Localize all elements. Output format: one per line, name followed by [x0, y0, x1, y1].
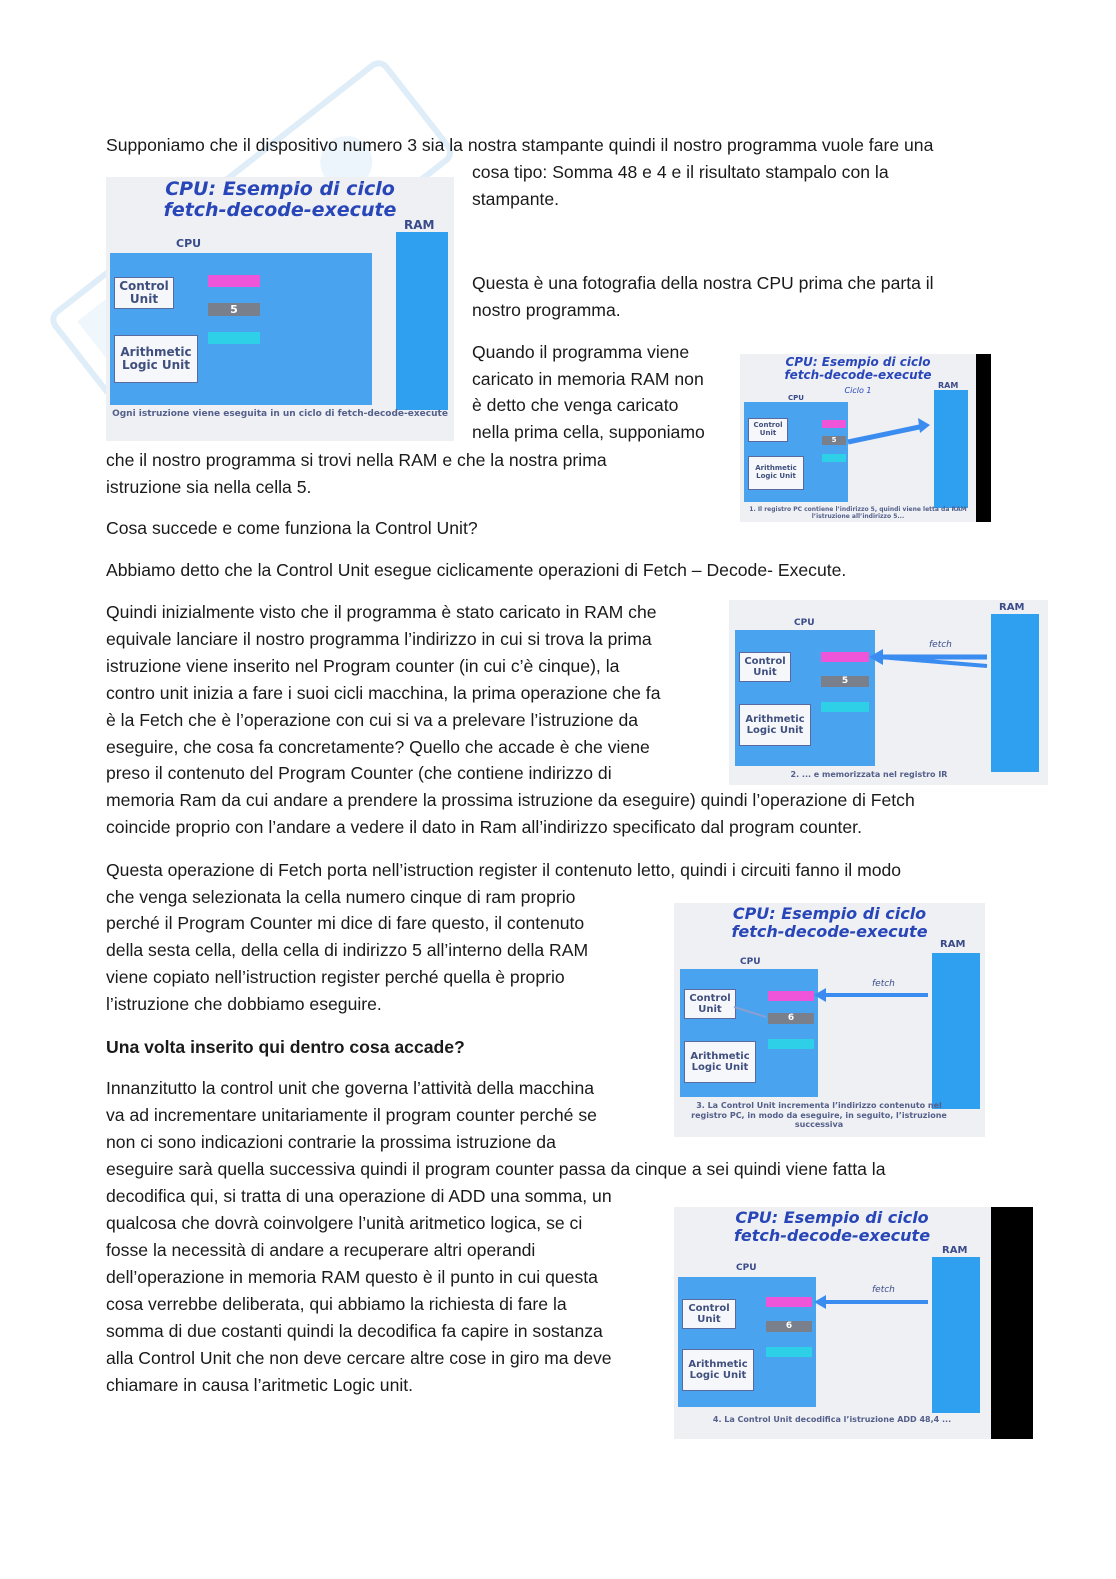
- paragraph-line: equivale lanciare il nostro programma l’indirizzo in cui si trova la prima: [106, 629, 652, 649]
- paragraph-line: cosa tipo: Somma 48 e 4 e il risultato stampalo con la: [472, 162, 889, 182]
- alu-box: Arithmetic Logic Unit: [748, 456, 804, 490]
- ram-label: RAM: [999, 602, 1025, 613]
- cpu-label: CPU: [736, 1263, 757, 1273]
- control-unit-box: Control Unit: [684, 989, 736, 1019]
- ram-label: RAM: [404, 218, 435, 232]
- alu-box: Arithmetic Logic Unit: [739, 704, 811, 746]
- program-counter: 6: [766, 1321, 812, 1332]
- paragraph-line: Quindi inizialmente visto che il programma è stato caricato in RAM che: [106, 602, 657, 622]
- paragraph-line: è la Fetch che è l’operazione con cui si va a prelevare l’istruzione da: [106, 710, 639, 730]
- slide-title: CPU: Esempio di ciclo fetch-decode-execute: [733, 1208, 931, 1245]
- paragraph-line: alla Control Unit che non deve cercare altre cose in giro ma deve: [106, 1348, 612, 1368]
- paragraph-line: somma di due costanti quindi la decodifica fa capire in sostanza: [106, 1321, 603, 1341]
- slide-caption: 1. Il registro PC contiene l’indirizzo 5, quindi viene letta da RAM l’istruzione all’indirizzo 5...: [749, 506, 967, 521]
- control-unit-box: Control Unit: [682, 1299, 736, 1329]
- alu-box: Arithmetic Logic Unit: [682, 1349, 754, 1391]
- fetch-arrow-icon: [674, 1207, 1033, 1439]
- paragraph-line: Quando il programma viene: [472, 342, 690, 362]
- paragraph-line: stampante.: [472, 189, 560, 209]
- program-counter: 5: [821, 676, 869, 687]
- paragraph-line: Questa operazione di Fetch porta nell’istruction register il contenuto letto, quindi i circuiti fanno il modo: [106, 860, 902, 880]
- fetch-label: fetch: [872, 979, 895, 989]
- slide-figure-1: [106, 177, 454, 441]
- paragraph-line: dell’operazione in memoria RAM questo è il punto in cui questa: [106, 1267, 598, 1287]
- cpu-label: CPU: [794, 618, 815, 628]
- control-unit-box: Control Unit: [114, 277, 174, 309]
- paragraph-line: contro unit inizia a fare i suoi cicli macchina, la prima operazione che fa: [106, 683, 661, 703]
- paragraph-line: Supponiamo che il dispositivo numero 3 sia la nostra stampante quindi il nostro programma vuole fare una: [106, 135, 934, 155]
- accumulator: [208, 332, 260, 344]
- paragraph-line: è detto che venga caricato: [472, 395, 679, 415]
- paragraph-line: decodifica qui, si tratta di una operazione di ADD una somma, un: [106, 1186, 612, 1206]
- program-counter: 6: [768, 1013, 814, 1024]
- alu-box: Arithmetic Logic Unit: [114, 335, 198, 383]
- ram-block: [396, 232, 448, 410]
- slide-caption: 4. La Control Unit decodifica l’istruzione ADD 48,4 ...: [712, 1415, 952, 1424]
- paragraph-line: l’istruzione che dobbiamo eseguire.: [106, 994, 382, 1014]
- cpu-label: CPU: [176, 237, 202, 250]
- fetch-arrow-icon: [729, 600, 1048, 785]
- slide-caption: 2. ... e memorizzata nel registro IR: [790, 770, 948, 779]
- paragraph-line: eseguire, che cosa fa concretamente? Quello che accade è che viene: [106, 737, 650, 757]
- instruction-register: [208, 275, 260, 287]
- paragraph-line: cosa verrebbe deliberata, qui abbiamo la richiesta di fare la: [106, 1294, 567, 1314]
- paragraph-line: va ad incrementare unitariamente il program counter perché se: [106, 1105, 597, 1125]
- alu-box: Arithmetic Logic Unit: [684, 1041, 756, 1083]
- slide-caption: Ogni istruzione viene eseguita in un ciclo di fetch-decode-execute: [112, 409, 448, 419]
- ram-label: RAM: [942, 1245, 968, 1256]
- paragraph-line: istruzione sia nella cella 5.: [106, 477, 312, 497]
- section-heading: Una volta inserito qui dentro cosa accade?: [106, 1037, 465, 1057]
- slide-figure-4: [674, 903, 985, 1137]
- fetch-label: fetch: [872, 1285, 895, 1295]
- paragraph-line: che venga selezionata la cella numero cinque di ram proprio: [106, 887, 576, 907]
- black-border: [976, 354, 991, 522]
- paragraph-line: Cosa succede e come funziona la Control Unit?: [106, 518, 478, 538]
- ram-label: RAM: [940, 939, 966, 950]
- program-counter: 5: [822, 436, 846, 445]
- slide-figure-2: [740, 354, 991, 522]
- slide-caption: 3. La Control Unit incrementa l’indirizzo contenuto nel registro PC, in modo da eseguire, in seguito, l’istruzione successiva: [691, 1101, 947, 1130]
- paragraph-line: fosse la necessità di andare a recuperare altri operandi: [106, 1240, 536, 1260]
- paragraph-line: Questa è una fotografia della nostra CPU prima che parta il: [472, 273, 934, 293]
- slide-title: CPU: Esempio di ciclo fetch-decode-execute: [784, 355, 932, 383]
- slide-figure-3: [729, 600, 1048, 785]
- paragraph-line: viene copiato nell’istruction register perché quella è proprio: [106, 967, 565, 987]
- paragraph-line: che il nostro programma si trovi nella RAM e che la nostra prima: [106, 450, 607, 470]
- paragraph-line: qualcosa che dovrà coinvolgere l’unità aritmetico logica, se ci: [106, 1213, 583, 1233]
- control-unit-box: Control Unit: [748, 418, 788, 442]
- fetch-arrow-icon: [740, 354, 991, 522]
- paragraph-line: non ci sono indicazioni contrarie la prossima istruzione da: [106, 1132, 556, 1152]
- paragraph-line: perché il Program Counter mi dice di fare questo, il contenuto: [106, 913, 585, 933]
- slide-figure-5: [674, 1207, 1033, 1439]
- paragraph-line: chiamare in causa l’aritmetic Logic unit.: [106, 1375, 414, 1395]
- black-border: [991, 1207, 1033, 1439]
- paragraph-line: Abbiamo detto che la Control Unit esegue ciclicamente operazioni di Fetch – Decode- Execute.: [106, 560, 847, 580]
- paragraph-line: caricato in memoria RAM non: [472, 369, 704, 389]
- fetch-label: fetch: [929, 640, 952, 650]
- slide-title: CPU: Esempio di ciclo fetch-decode-execute: [163, 178, 397, 221]
- paragraph-line: memoria Ram da cui andare a prendere la prossima istruzione da eseguire) quindi l’operazione di Fetch: [106, 790, 915, 810]
- paragraph-line: coincide proprio con l’andare a vedere il dato in Ram all’indirizzo specificato dal program counter.: [106, 817, 862, 837]
- paragraph-line: nella prima cella, supponiamo: [472, 422, 705, 442]
- paragraph-line: preso il contenuto del Program Counter (che contiene indirizzo di: [106, 763, 612, 783]
- slide-subtitle: Ciclo 1: [844, 386, 872, 395]
- paragraph-line: della sesta cella, della cella di indirizzo 5 all’interno della RAM: [106, 940, 589, 960]
- cpu-label: CPU: [740, 957, 761, 967]
- control-unit-box: Control Unit: [739, 652, 791, 682]
- ram-label: RAM: [938, 381, 959, 390]
- paragraph-line: nostro programma.: [472, 300, 621, 320]
- cpu-label: CPU: [788, 394, 804, 402]
- paragraph-line: istruzione viene inserito nel Program counter (in cui c’è cinque), la: [106, 656, 620, 676]
- slide-title: CPU: Esempio di ciclo fetch-decode-execute: [731, 904, 928, 941]
- program-counter: 5: [208, 303, 260, 316]
- paragraph-line: eseguire sarà quella successiva quindi il program counter passa da cinque a sei quindi viene fatta la: [106, 1159, 886, 1179]
- paragraph-line: Innanzitutto la control unit che governa l’attività della macchina: [106, 1078, 595, 1098]
